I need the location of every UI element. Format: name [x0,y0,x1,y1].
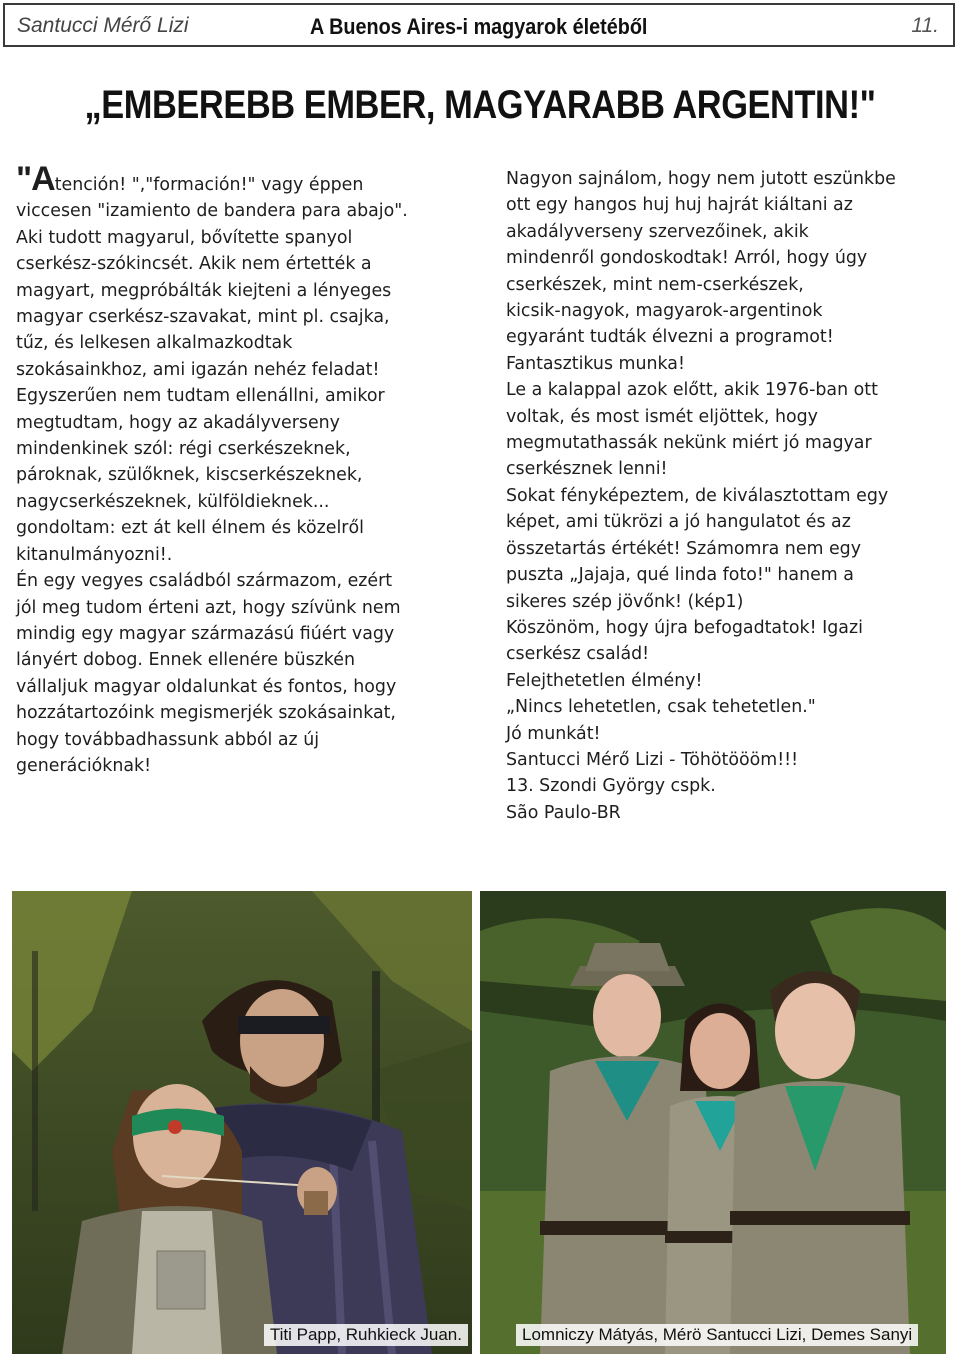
text-line: összetartás értékét! Számomra nem egy [506,538,862,559]
text-line: Santucci Mérő Lizi - Töhötöööm!!! [506,749,799,770]
photo-three-scouts [480,891,946,1354]
text-line: sikeres szép jövőnk! (kép1) [506,591,744,612]
text-line: viccesen "izamiento de bandera para abajo". [16,201,408,222]
text-line: Felejthetetlen élmény! [506,670,703,691]
text-line: nagycserkészeknek, külföldieknek... [16,491,330,512]
text-line: São Paulo-BR [506,802,621,823]
article-title: „EMBEREBB EMBER, MAGYARABB ARGENTIN!" [84,83,876,127]
text-line: mindig egy magyar származású fiúért vagy [16,623,395,644]
drop-cap: "A [16,160,55,198]
text-line: Fantasztikus munka! [506,353,685,374]
text-line: magyar cserkész-szavakat, mint pl. csajka, [16,307,390,328]
text-line: hogy továbbadhassunk abból az új [16,729,320,750]
text-line: mindenről gondoskodtak! Arról, hogy úgy [506,248,868,269]
header-section-title: A Buenos Aires-i magyarok életéből [310,14,648,39]
text-line: vállaljuk magyar oldalunkat és fontos, hogy [16,676,397,697]
text-line: hozzátartozóink megismerjék szokásainkat, [16,703,396,724]
text-line: Én egy vegyes családból származom, ezért [16,571,393,592]
article-right-column [506,166,946,826]
text-line: megtudtam, hogy az akadályverseny [16,412,340,433]
photo-blindfold-game [12,891,472,1354]
text-line: pároknak, szülőknek, kiscserkészeknek, [16,465,363,486]
text-line: cserkész család! [506,644,650,665]
text-line: puszta „Jajaja, qué linda foto!" hanem a [506,565,854,586]
text-line: jól meg tudom érteni azt, hogy szívünk nem [16,597,401,618]
text-line: cserkészek, mint nem-cserkészek, [506,274,804,295]
text-line: Sokat fényképeztem, de kiválasztottam egy [506,485,889,506]
text-line: gondoltam: ezt át kell élnem és közelről [16,518,364,539]
text-line: tűz, és lelkesen alkalmazkodtak [16,333,293,354]
photo-blindfold-illustration [12,891,472,1354]
text-line: cserkész-szókincsét. Akik nem értették a [16,254,372,275]
text-line: Jó munkát! [506,723,601,744]
text-line: akadályverseny szervezőinek, akik [506,221,809,242]
text-line [16,160,466,198]
photo-caption-left: Titi Papp, Ruhkieck Juan. [264,1324,468,1346]
article-left-column [16,160,466,779]
text-line: 13. Szondi György cspk. [506,776,716,797]
text-line: generációknak! [16,755,152,776]
text-line: „Nincs lehetetlen, csak tehetetlen." [506,697,816,718]
text-line: Aki tudott magyarul, bővítette spanyol [16,227,353,248]
photo-caption-right: Lomniczy Mátyás, Mérö Santucci Lizi, Demes Sanyi [516,1324,918,1346]
text-line: szokásainkhoz, ami igazán nehéz feladat! [16,359,380,380]
text-line: Köszönöm, hogy újra befogadtatok! Igazi [506,617,863,638]
text-line: Egyszerűen nem tudtam ellenállni, amikor [16,386,385,407]
text-line: képet, ami tükrözi a jó hangulatot és az [506,512,851,533]
text-line: Le a kalappal azok előtt, akik 1976-ban ott [506,380,878,401]
page-header [3,3,955,47]
text-line-content: tención! ","formación!" vagy éppen [54,175,364,195]
text-line: Nagyon sajnálom, hogy nem jutott eszünkbe [506,169,896,189]
text-line: voltak, és most ismét eljöttek, hogy [506,406,818,427]
page-number: 11. [911,14,939,37]
header-author: Santucci Mérő Lizi [17,14,189,37]
text-line: kicsik-nagyok, magyarok-argentinok [506,301,823,322]
text-line: cserkésznek lenni! [506,459,668,480]
text-line: mindenkinek szól: régi cserkészeknek, [16,439,351,460]
text-line: ott egy hangos huj huj hajrát kiáltani az [506,195,853,216]
text-line: lányért dobog. Ennek ellenére büszkén [16,650,355,671]
text-line: kitanulmányozni!. [16,544,173,565]
photo-scouts-illustration [480,891,946,1354]
text-line: megmutathassák nekünk miért jó magyar [506,433,872,454]
text-line: egyaránt tudták élvezni a programot! [506,327,834,348]
text-line: magyart, megpróbálták kiejteni a lényeges [16,280,392,301]
